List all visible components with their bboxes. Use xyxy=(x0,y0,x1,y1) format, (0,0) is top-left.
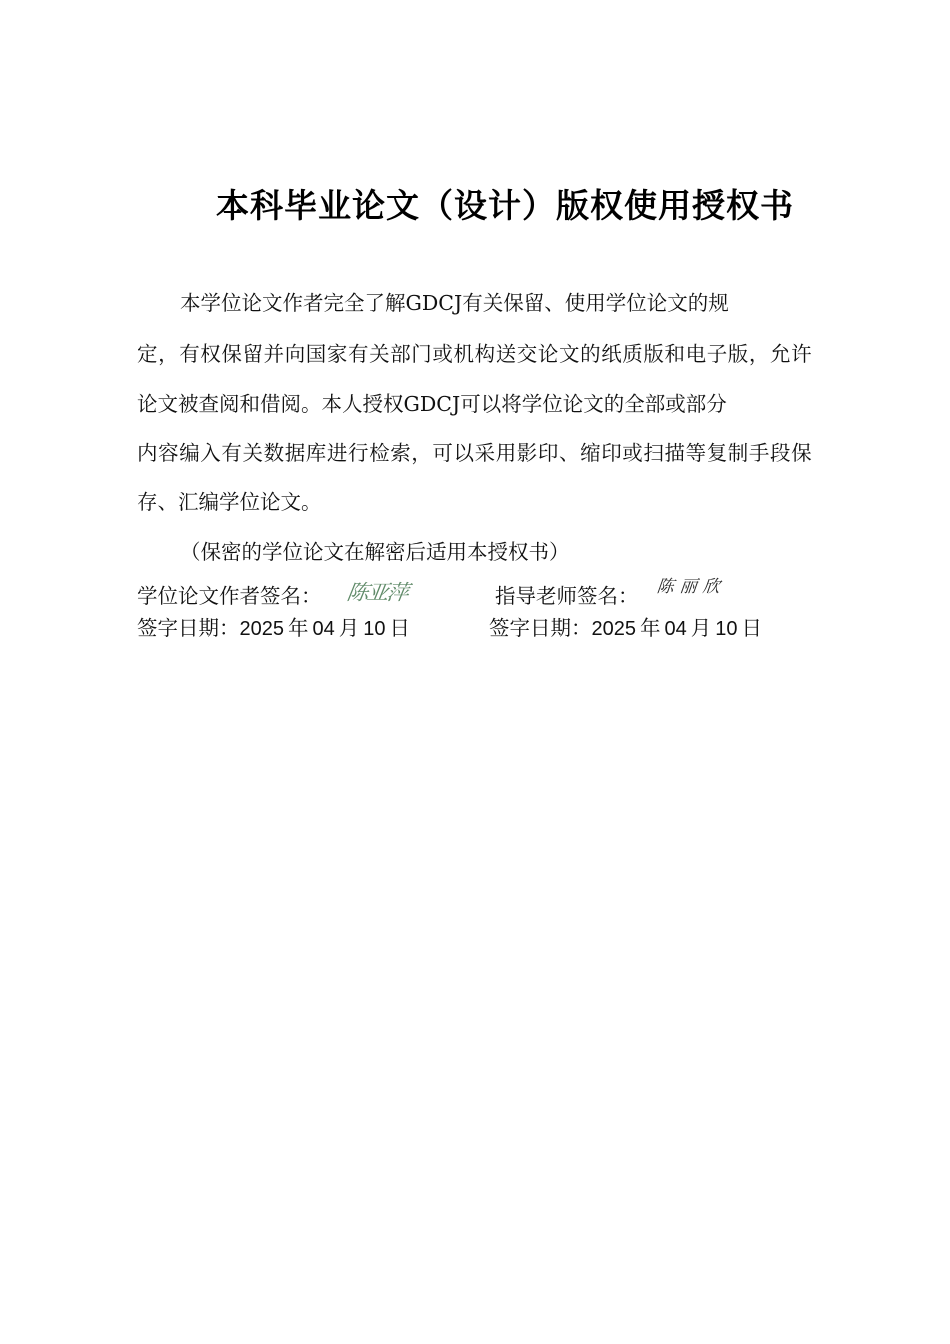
advisor-signing-date xyxy=(489,614,766,643)
author-handwritten-signature: 陈亚萍 xyxy=(345,581,409,606)
confidential-note: （保密的学位论文在解密后适用本授权书） xyxy=(180,540,570,564)
advisor-handwritten-signature: 陈丽欣 xyxy=(655,577,727,597)
author-signature-label: 学位论文作者签名： xyxy=(137,584,322,608)
body-paragraph-line-3: 论文被查阅和借阅。本人授权GDCJ可以将学位论文的全部或部分 xyxy=(137,392,727,416)
date-year: 2025 xyxy=(239,618,284,640)
date-day: 10 xyxy=(715,618,738,640)
date-month-unit: 月 xyxy=(338,616,360,640)
date-day-unit: 日 xyxy=(741,616,762,640)
date-month-unit: 月 xyxy=(690,616,712,640)
date-label: 签字日期： xyxy=(489,616,592,640)
date-row xyxy=(137,614,897,644)
body-paragraph-line-4: 内容编入有关数据库进行检索，可以采用影印、缩印或扫描等复制手段保 xyxy=(137,441,813,465)
signature-row xyxy=(137,577,897,610)
date-month: 04 xyxy=(664,618,687,640)
body-paragraph-line-5: 存、汇编学位论文。 xyxy=(137,490,322,514)
author-signing-date xyxy=(137,614,414,643)
date-year-unit: 年 xyxy=(640,616,661,640)
advisor-signature-label: 指导老师签名： xyxy=(495,584,639,608)
page-title: 本科毕业论文（设计）版权使用授权书 xyxy=(216,186,794,225)
date-year: 2025 xyxy=(591,618,636,640)
date-month: 04 xyxy=(312,618,335,640)
date-year-unit: 年 xyxy=(288,616,309,640)
date-day: 10 xyxy=(363,618,386,640)
body-paragraph-line-1: 本学位论文作者完全了解GDCJ有关保留、使用学位论文的规 xyxy=(180,291,729,315)
date-label: 签字日期： xyxy=(137,616,240,640)
date-day-unit: 日 xyxy=(389,616,410,640)
body-paragraph-line-2: 定，有权保留并向国家有关部门或机构送交论文的纸质版和电子版，允许 xyxy=(137,342,813,366)
